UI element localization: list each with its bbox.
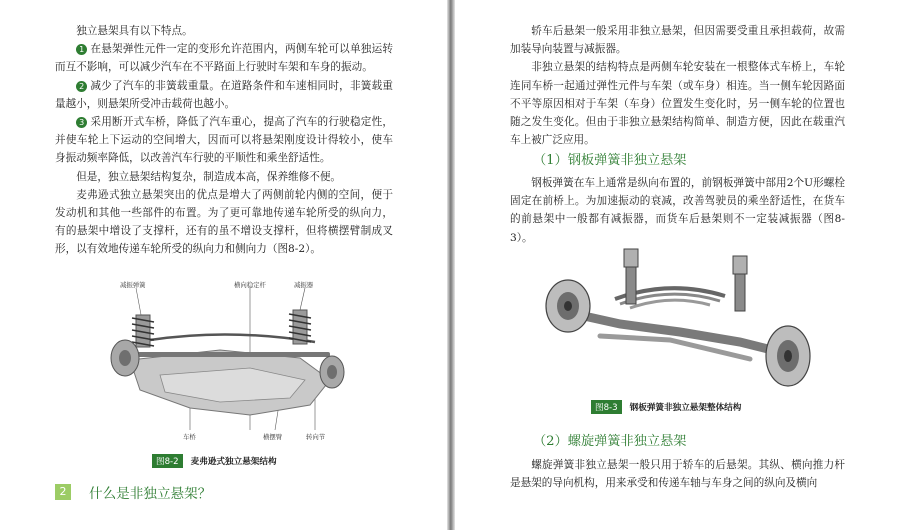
- structure-paragraph: 非独立悬架的结构特点是两侧车轮安装在一根整体式车桥上，车轮连同车桥一起通过弹性元件与车架（或车身）相连。当一侧车轮因路面不平等原因相对于车架（车身）位置发生变化时，另一侧车轮的位置也随之发生变化。但由于非独立悬架结构简单、制造方便，因此在载重汽车上被广泛应用。: [510, 61, 845, 147]
- figure-8-3-tag: 图8-3: [591, 400, 622, 414]
- label-axle: 车桥: [183, 433, 196, 441]
- label-knuckle: 转向节: [306, 433, 326, 441]
- feature-item-2-text: 减少了汽车的非簧载重量。在道路条件和车速相同时，非簧载重量越小，则悬架所受冲击载荷也越小。: [55, 79, 393, 110]
- feature-item-3-text: 采用断开式车桥，降低了汽车重心，提高了汽车的行驶稳定性，并使车轮上下运动的空间增大，因而可以将悬架刚度设计得较小，使车身振动频率降低，以改善汽车行驶的平顺性和乘坐舒适性。: [55, 116, 393, 165]
- feature-item-3: [55, 113, 393, 168]
- figure-8-3-caption: [591, 400, 741, 414]
- figure-8-3: [540, 244, 815, 392]
- label-spring: 减振弹簧: [120, 281, 146, 289]
- intro-paragraph: 独立悬架具有以下特点。: [76, 25, 193, 37]
- right-text-coil: [510, 456, 845, 492]
- section-number: 2: [55, 484, 71, 500]
- number-badge-1: 1: [76, 44, 87, 55]
- right-text-top: [510, 22, 845, 149]
- macpherson-suspension-illustration: [100, 280, 360, 445]
- drawback-paragraph: 但是，独立悬架结构复杂，制造成本高，保养维修不便。: [76, 170, 342, 183]
- figure-8-3-title: 钢板弹簧非独立悬架整体结构: [629, 403, 742, 413]
- coil-spring-paragraph: 螺旋弹簧非独立悬架一般只用于轿车的后悬架。其纵、横向推力杆是悬架的导向机构，用来承受和传递车轴与车身之间的纵向及横向: [510, 459, 845, 490]
- figure-8-2-tag: 图8-2: [152, 454, 183, 468]
- leaf-spring-paragraph: 钢板弹簧在车上通常是纵向布置的，前钢板弹簧中部用2个U形螺栓固定在前桥上。为加速振动的衰减，改善驾驶员的乘坐舒适性，在货车的前悬架中一般都有减振器，而货车后悬架则不一定装减振器（图8-3）。: [510, 177, 845, 244]
- right-text-leaf: [510, 174, 845, 247]
- feature-item-1-text: 在悬架弹性元件一定的变形允许范围内，两侧车轮可以单独运转而互不影响，可以减少汽车在不平路面上行驶时车架和车身的振动。: [55, 43, 393, 74]
- section-title: 什么是非独立悬架？: [89, 486, 212, 502]
- number-badge-3: 3: [76, 117, 87, 128]
- figure-8-2-caption: [152, 454, 277, 468]
- left-page: [0, 0, 449, 530]
- feature-item-2: [55, 77, 393, 113]
- figure-8-2-title: 麦弗逊式独立悬架结构: [190, 457, 277, 467]
- rear-suspension-paragraph: 轿车后悬架一般采用非独立悬架，但因需要受重且承担载荷，故需加装导向装置与减振器。: [510, 25, 845, 56]
- label-arm: 横摆臂: [263, 433, 283, 441]
- leaf-spring-suspension-illustration: [540, 244, 815, 392]
- feature-item-1: [55, 40, 393, 76]
- figure-8-2: [100, 280, 360, 445]
- section-heading-2: [55, 482, 211, 502]
- right-page: [455, 0, 900, 530]
- left-text-block: [55, 22, 393, 259]
- label-stabilizer: 横向稳定杆: [234, 281, 266, 289]
- book-gutter: [447, 0, 455, 530]
- label-damper: 减振器: [294, 281, 314, 289]
- number-badge-2: 2: [76, 81, 87, 92]
- heading-leaf-spring: （1）钢板弹簧非独立悬架: [533, 153, 687, 168]
- macpherson-paragraph: 麦弗逊式独立悬架突出的优点是增大了两侧前轮内侧的空间，便于发动机和其他一些部件的布置。为了更可靠地传递车轮所受的纵向力，有的悬架中增设了支撑杆，还有的虽不增设支撑杆，但将横摆臂制成叉形，以有效地传递车轮所受的纵向力和侧向力（图8-2）。: [55, 188, 393, 256]
- heading-coil-spring: （2）螺旋弹簧非独立悬架: [533, 434, 687, 449]
